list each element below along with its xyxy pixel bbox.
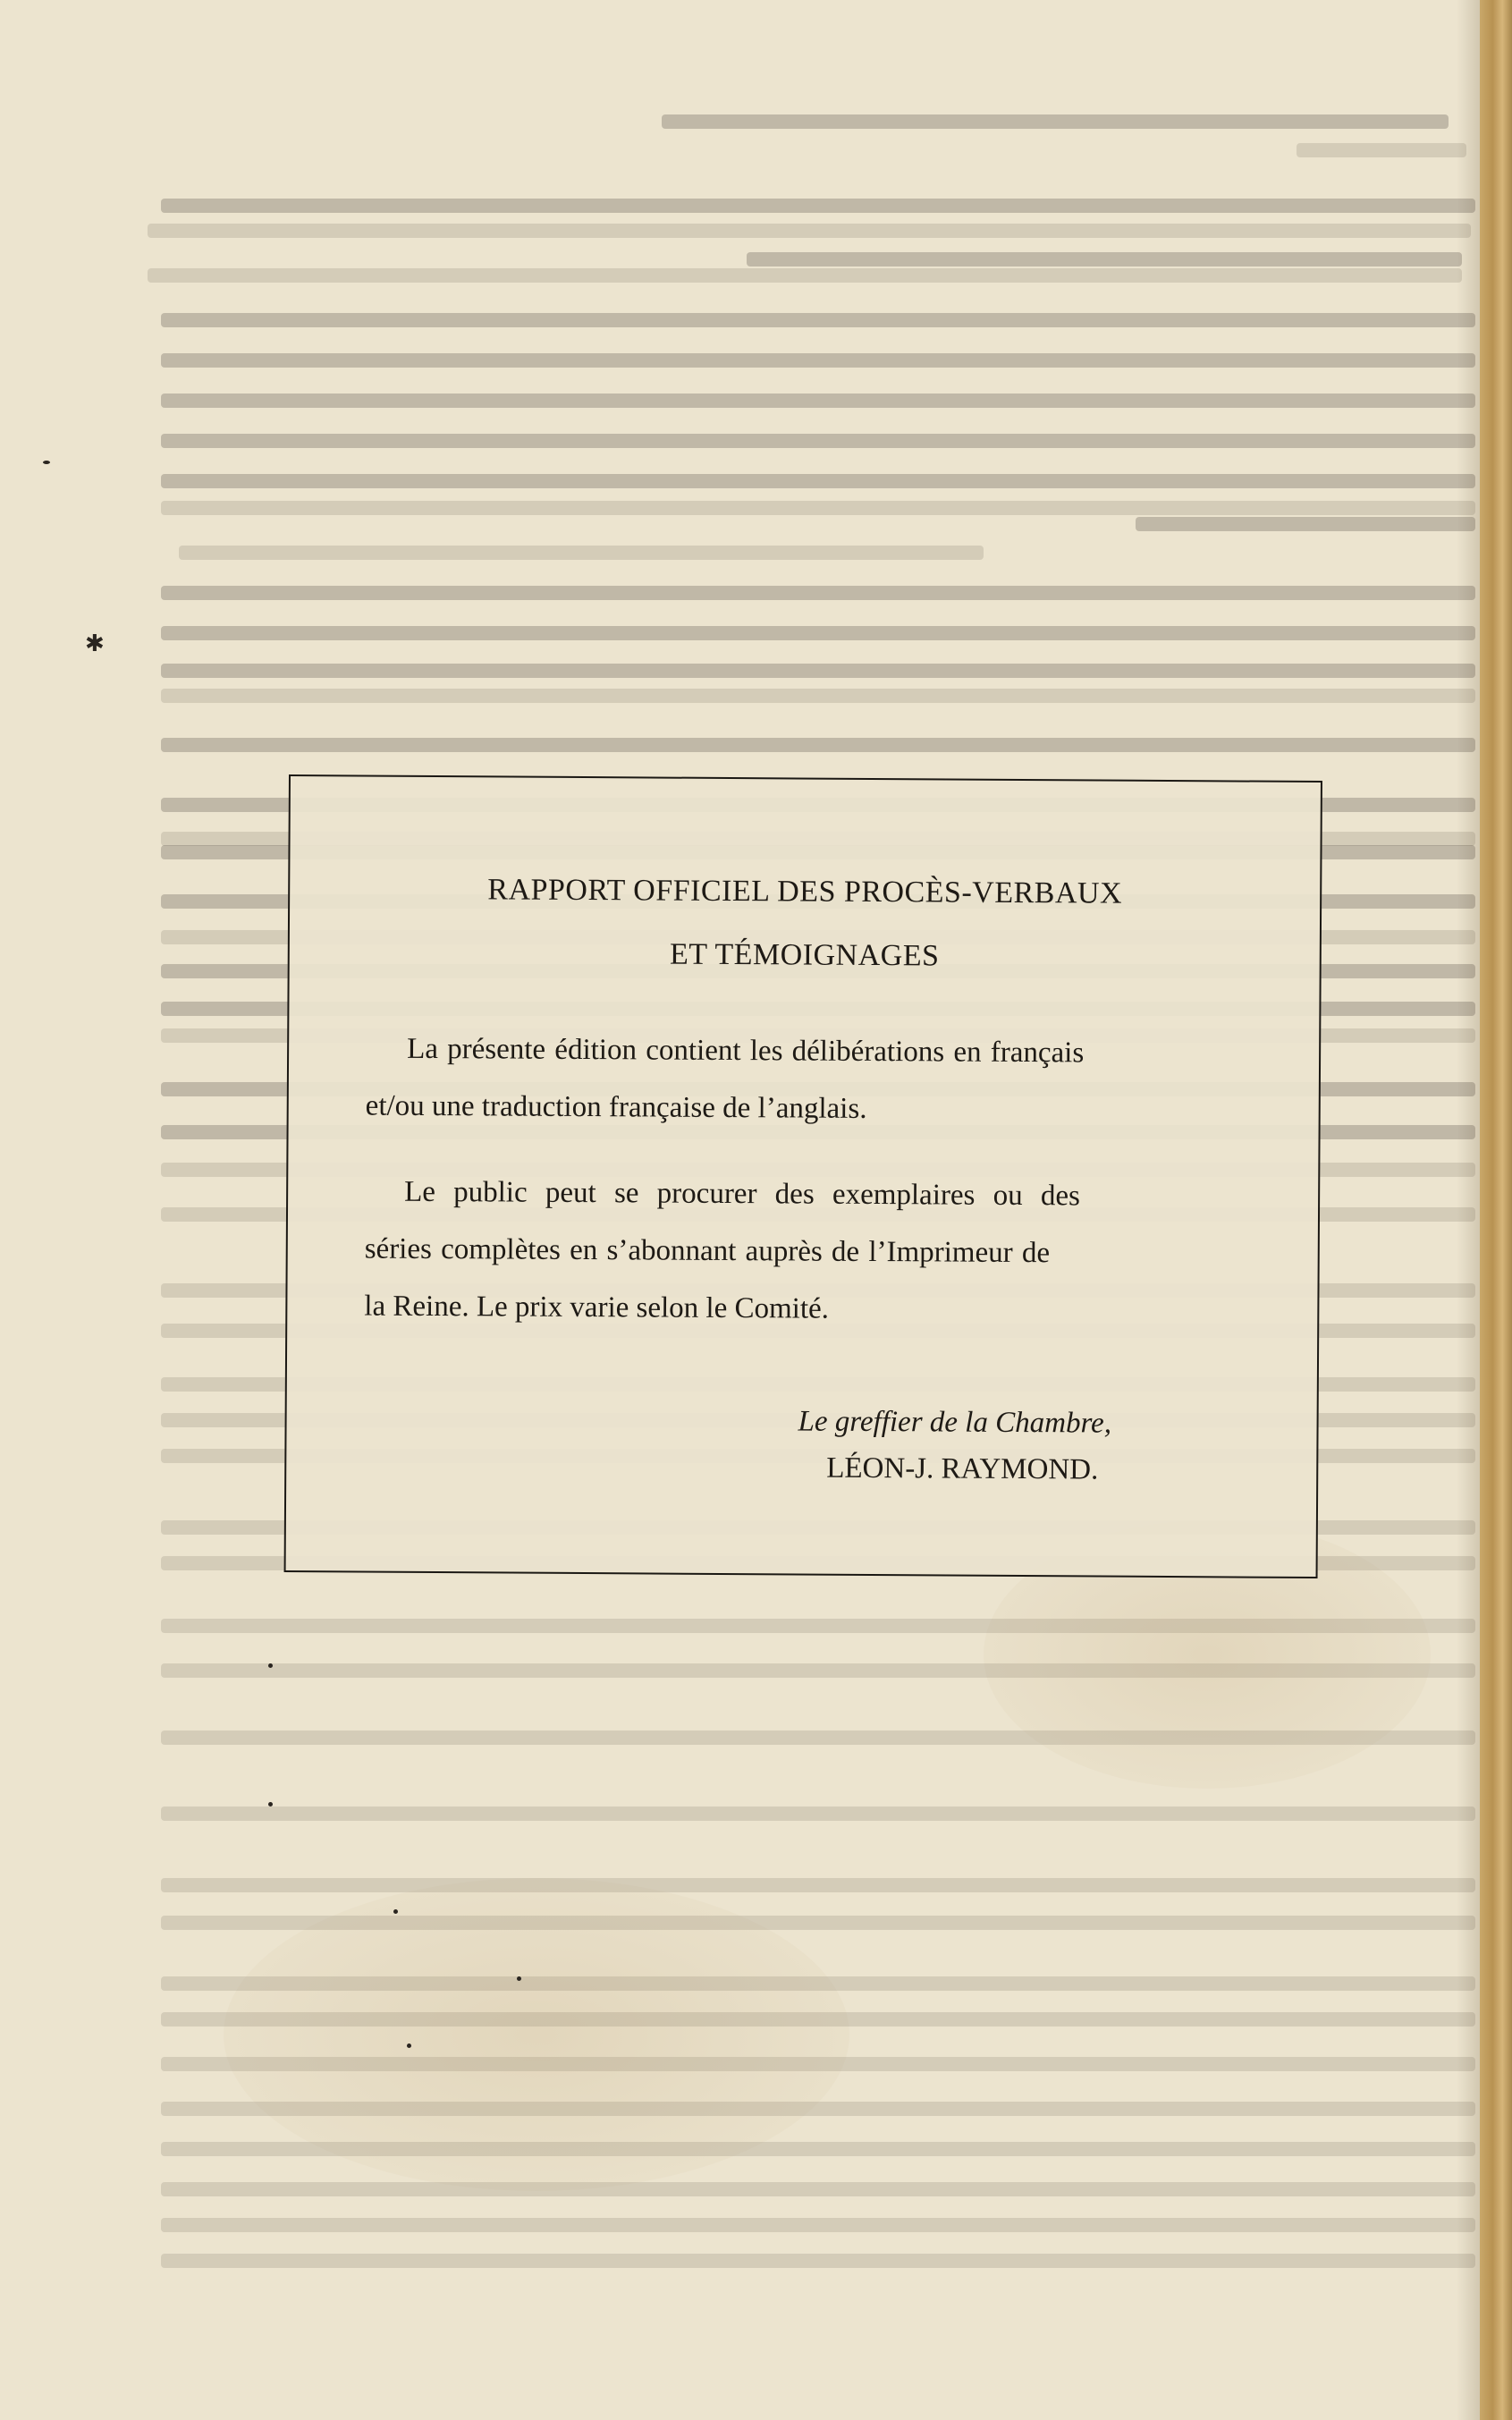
notice-paragraph-1-line-1: La présente édition contient les délibérations en français	[407, 1032, 1085, 1070]
margin-mark: ✱	[85, 630, 105, 656]
ink-speck	[407, 2043, 411, 2048]
ink-speck	[393, 1909, 398, 1914]
official-notice-box	[284, 774, 1322, 1578]
ink-speck	[268, 1802, 273, 1807]
signature-role: Le greffier de la Chambre,	[798, 1405, 1112, 1440]
notice-title-line2: ET TÉMOIGNAGES	[669, 937, 940, 973]
ink-speck	[43, 461, 50, 464]
notice-paragraph-1-line-2: et/ou une traduction française de l’anglais.	[365, 1089, 867, 1125]
notice-paragraph-2-line-3: la Reine. Le prix varie selon le Comité.	[364, 1290, 830, 1325]
notice-title-line1: RAPPORT OFFICIEL DES PROCÈS-VERBAUX	[487, 873, 1123, 910]
page-edge	[1480, 0, 1512, 2420]
notice-paragraph-2-line-2: séries complètes en s’abonnant auprès de l’Imprimeur de	[364, 1232, 1051, 1270]
signature-name: LÉON-J. RAYMOND.	[826, 1451, 1099, 1486]
notice-paragraph-2-line-1: Le public peut se procurer des exemplaires ou des	[404, 1175, 1081, 1213]
ink-speck	[268, 1663, 273, 1668]
ink-speck	[517, 1976, 521, 1981]
